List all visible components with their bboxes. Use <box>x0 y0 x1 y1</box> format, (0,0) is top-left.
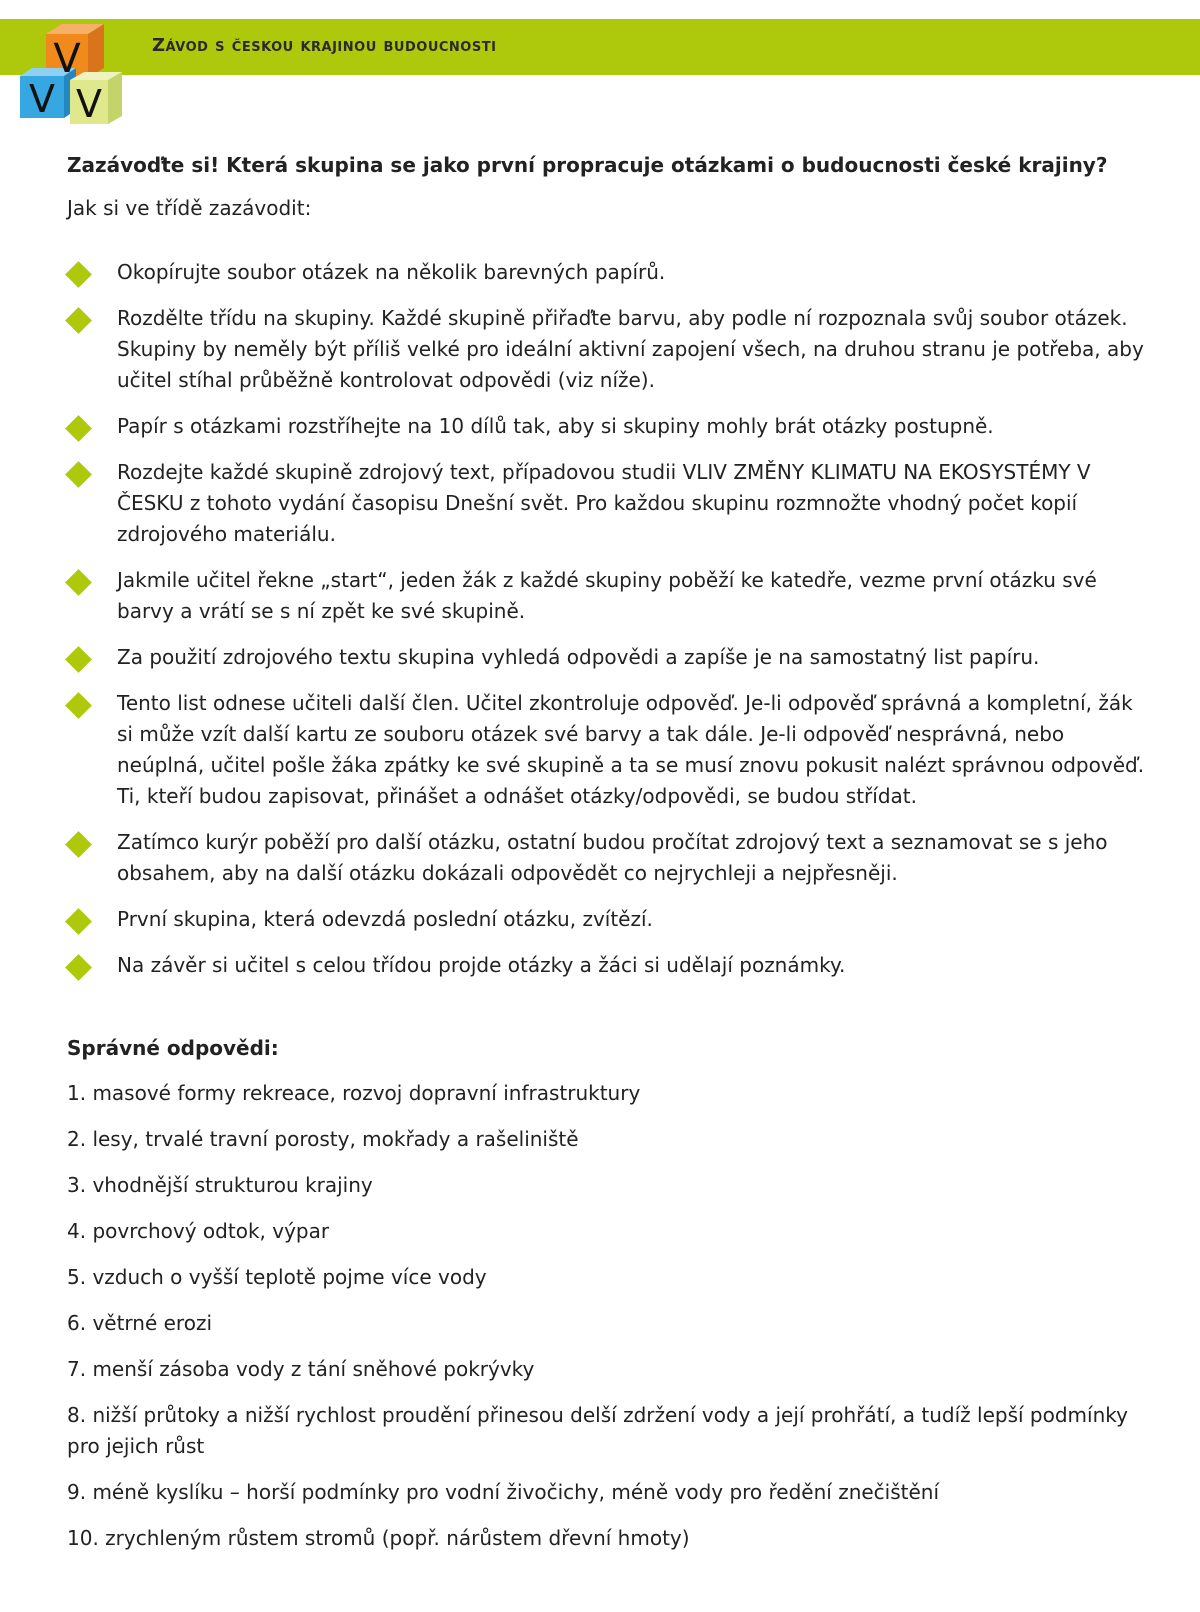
list-item <box>67 457 1147 550</box>
rule-text: Rozdejte každé skupině zdrojový text, případovou studii VLIV ZMĚNY KLIMATU NA EKOSYSTÉMY V ČESKU z tohoto vydání časopisu Dnešní svět. Pro každou skupinu rozmnožte vhodný počet kopií zdrojového materiálu. <box>117 460 1091 546</box>
rule-text: Okopírujte soubor otázek na několik barevných papírů. <box>117 260 666 284</box>
answer-item: 6. větrné erozi <box>67 1311 213 1335</box>
diamond-bullet-icon <box>65 692 92 719</box>
answer-item: 10. zrychleným růstem stromů (popř. nárůstem dřevní hmoty) <box>67 1526 690 1550</box>
diamond-bullet-icon <box>65 646 92 673</box>
intro-text: Zazávoďte si! Která skupina se jako první propracuje otázkami o budoucnosti české krajiny? <box>67 153 1108 177</box>
document-content <box>67 150 1147 1569</box>
answer-item: 9. méně kyslíku – horší podmínky pro vodní živočichy, méně vody pro ředění znečištění <box>67 1480 940 1504</box>
list-item <box>67 411 1147 442</box>
diamond-bullet-icon <box>65 831 92 858</box>
list-item <box>67 904 1147 935</box>
answer-item: 8. nižší průtoky a nižší rychlost proudění přinesou delší zdržení vody a její prohřátí, a tudíž lepší podmínky pro jejich růst <box>67 1403 1128 1458</box>
header-title: Závod s českou krajinou budoucnosti <box>152 35 497 56</box>
rules-list <box>67 257 1147 981</box>
rule-text: Papír s otázkami rozstříhejte na 10 dílů tak, aby si skupiny mohly brát otázky postupně. <box>117 414 994 438</box>
rule-text: První skupina, která odevzdá poslední otázku, zvítězí. <box>117 907 653 931</box>
list-item <box>67 257 1147 288</box>
rule-text: Tento list odnese učiteli další člen. Učitel zkontroluje odpověď. Je-li odpověď správná a kompletní, žák si může vzít další kartu ze souboru otázek své barvy a tak dále. Je-li odpověď nesprávná, nebo neúplná, učitel pošle žáka zpátky ke své skupině a ta se musí znovu pokusit nalézt správnou odpověď. Ti, kteří budou zapisovat, přinášet a odnášet otázky/odpovědi, se budou střídat. <box>117 691 1145 808</box>
diamond-bullet-icon <box>65 954 92 981</box>
list-item <box>67 688 1147 812</box>
vvv-logo <box>18 20 130 128</box>
rule-text: Za použití zdrojového textu skupina vyhledá odpovědi a zapíše je na samostatný list papíru. <box>117 645 1040 669</box>
answer-item: 5. vzduch o vyšší teplotě pojme více vody <box>67 1265 487 1289</box>
answer-item: 2. lesy, trvalé travní porosty, mokřady a rašeliniště <box>67 1127 579 1151</box>
diamond-bullet-icon <box>65 415 92 442</box>
diamond-bullet-icon <box>65 461 92 488</box>
list-item <box>67 827 1147 889</box>
rule-text: Na závěr si učitel s celou třídou projde otázky a žáci si udělají poznámky. <box>117 953 846 977</box>
list-item <box>67 950 1147 981</box>
list-item <box>67 642 1147 673</box>
rule-text: Rozdělte třídu na skupiny. Každé skupině přiřaďte barvu, aby podle ní rozpoznala svůj soubor otázek. Skupiny by neměly být příliš velké pro ideální aktivní zapojení všech, na druhou stranu je potřeba, aby učitel stíhal průběžně kontrolovat odpovědi (viz níže). <box>117 306 1144 392</box>
diamond-bullet-icon <box>65 261 92 288</box>
answer-item: 4. povrchový odtok, výpar <box>67 1219 330 1243</box>
diamond-bullet-icon <box>65 908 92 935</box>
diamond-bullet-icon <box>65 307 92 334</box>
logo-letter-left: V <box>29 77 55 121</box>
answer-item: 7. menší zásoba vody z tání sněhové pokrývky <box>67 1357 535 1381</box>
subheading: Jak si ve třídě zazávodit: <box>67 196 312 220</box>
rule-text: Zatímco kurýr poběží pro další otázku, ostatní budou pročítat zdrojový text a seznamovat se s jeho obsahem, aby na další otázku dokázali odpovědět co nejrychleji a nejpřesněji. <box>117 830 1108 885</box>
answers-list <box>67 1078 1147 1554</box>
logo-letter-right: V <box>76 82 102 126</box>
answer-item: 1. masové formy rekreace, rozvoj dopravní infrastruktury <box>67 1081 641 1105</box>
diamond-bullet-icon <box>65 569 92 596</box>
rule-text: Jakmile učitel řekne „start“, jeden žák z každé skupiny poběží ke katedře, vezme první otázku své barvy a vrátí se s ní zpět ke své skupině. <box>117 568 1097 623</box>
answers-heading: Správné odpovědi: <box>67 1036 279 1060</box>
answer-item: 3. vhodnější strukturou krajiny <box>67 1173 373 1197</box>
list-item <box>67 303 1147 396</box>
logo-letter-top: V <box>53 36 81 82</box>
list-item <box>67 565 1147 627</box>
